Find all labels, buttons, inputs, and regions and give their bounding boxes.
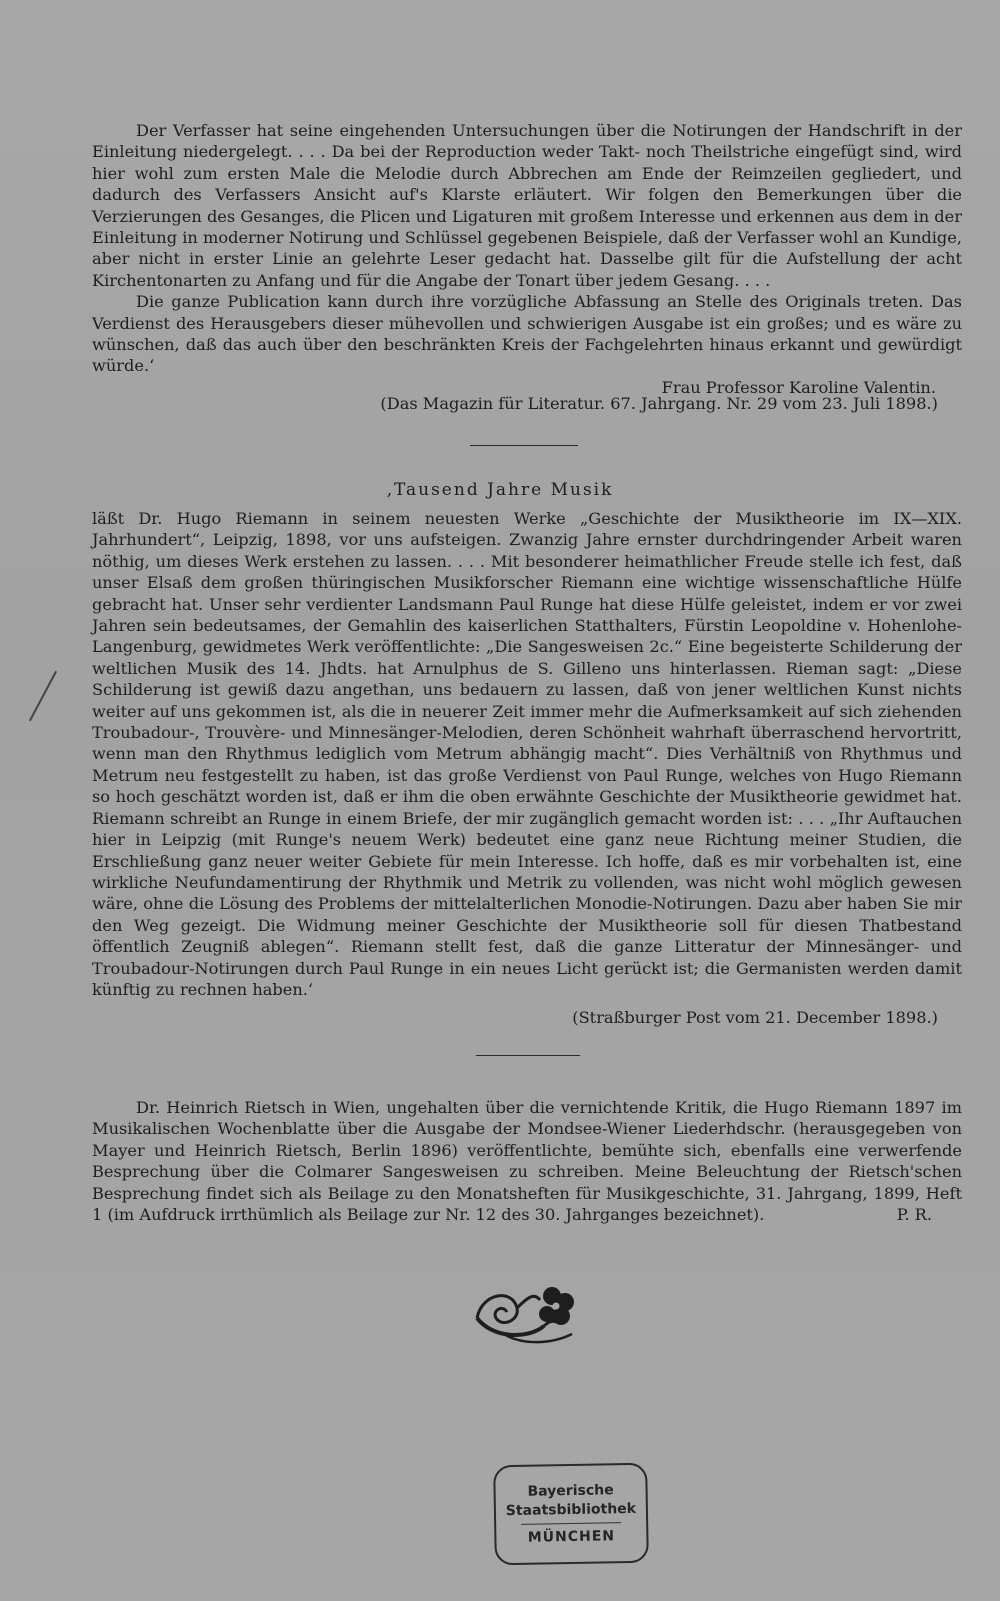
author-initials: P. R. (896, 1205, 932, 1225)
source-citation-1: (Das Magazin für Literatur. 67. Jahrgang. Nr. 29 vom 23. Juli 1898.) (380, 394, 938, 413)
reviewer-signature: Frau Professor Karoline Valentin. (661, 377, 936, 397)
review-strassburg (92, 508, 962, 1000)
section-divider-2 (476, 1055, 580, 1056)
note-rietsch (92, 1097, 962, 1226)
rietsch-body: Dr. Heinrich Rietsch in Wien, ungehalten über die vernichtende Kritik, die Hugo Riemann 1897 im Musikalischen Wochenblatte über die Ausgabe der Mondsee-Wiener Liederhdschr. (herausgegeben von Mayer und Heinrich Rietsch, Berlin 1896) veröffentlichte, bemühte sich, ebenfalls eine verwerfende Besprechung über die Colmarer Sangesweisen zu schreiben. Meine Beleuchtung der Rietsch'schen Besprechung findet sich als Beilage zu den Monatsheften für Musikgeschichte, 31. Jahrgang, 1899, Heft 1 (im Aufdruck irrthümlich als Beilage zur Nr. 12 des 30. Jahrganges bezeichnet). (92, 1098, 962, 1225)
article-heading: ‚Tausend Jahre Musik (386, 480, 614, 500)
review-paragraph-1: Der Verfasser hat seine eingehenden Untersuchungen über die Notirungen der Handschrift in der Einleitung niedergelegt. . . . Da bei der Reproduction weder Takt- noch Theilstriche eingefügt sind, wird hier wohl zum ersten Male die Melodie durch Abbrechen am Ende der Reimzeilen gegliedert, und dadurch des Verfassers Ansicht auf's Klarste erläutert. Wir folgen den Bemerkungen über die Verzierungen des Gesanges, die Plicen und Ligaturen mit großem Interesse und erkennen aus dem in der Einleitung in moderner Notirung und Schlüssel gegebenen Beispiele, daß der Verfasser wohl an Kundige, aber nicht in erster Linie an gelehrte Leser gedacht hat. Dasselbe gilt für die Aufstellung der acht Kirchentonarten zu Anfang und für die Angabe der Tonart über jedem Gesang. . . . (92, 121, 962, 290)
stamp-line-3: MÜNCHEN (527, 1527, 616, 1546)
source-citation-2: (Straßburger Post vom 21. December 1898.) (572, 1008, 938, 1027)
review-valentin (92, 120, 962, 398)
review-paragraph-2: Die ganze Publication kann durch ihre vorzügliche Abfassung an Stelle des Originals treten. Das Verdienst des Herausgebers dieser mühevollen und schwierigen Ausgabe ist ein großes; und es wäre zu wünschen, daß das auch über den beschränkten Kreis der Fachgelehrten hinaus erkannt und gewürdigt würde.‘ (92, 292, 962, 376)
margin-pencil-mark (29, 671, 57, 721)
strassburg-body: läßt Dr. Hugo Riemann in seinem neuesten Werke „Geschichte der Musiktheorie im IX—XIX. Jahrhundert“, Leipzig, 1898, vor uns aufsteigen. Zwanzig Jahre ernster durchdringender Arbeit waren nöthig, um dieses Werk erstehen zu lassen. . . . Mit besonderer heimathlicher Freude stelle ich fest, daß unser Elsaß dem großen thüringischen Musikforscher Riemann eine wichtige wissenschaftliche Hülfe gebracht hat. Unser sehr verdienter Landsmann Paul Runge hat diese Hülfe geleistet, indem er vor zwei Jahren sein bedeutsames, der Gemahlin des kaiserlichen Statthalters, Fürstin Leopoldine v. Hohenlohe-Langenburg, gewidmetes Werk veröffentlichte: „Die Sangesweisen 2c.“ Eine begeisterte Schilderung der weltlichen Musik des 14. Jhdts. hat Arnulphus de S. Gilleno uns hinterlassen. Rieman sagt: „Diese Schilderung ist gewiß dazu angethan, uns bedauern zu lassen, daß von jener weltlichen Kunst nichts weiter auf uns gekommen ist, als die in neuerer Zeit immer mehr die Aufmerksamkeit auf sich ziehenden Troubadour-, Trouvère- und Minnesänger-Melodien, deren Schönheit wahrhaft überraschend hervortritt, wenn man den Rhythmus lediglich vom Metrum abhängig macht“. Dies Verhältniß von Rhythmus und Metrum neu festgestellt zu haben, ist das große Verdienst von Paul Runge, welches von Hugo Riemann so hoch geschätzt worden ist, daß er ihm die oben erwähnte Geschichte der Musiktheorie gewidmet hat. Riemann schreibt an Runge in einem Briefe, der mir zugänglich gemacht worden ist: . . . „Ihr Auftauchen hier in Leipzig (mit Runge's neuem Werk) bedeutet eine ganz neue Richtung meiner Studien, die Erschließung ganz neuer weiter Gebiete für mein Interesse. Ich hoffe, daß es mir vorbehalten ist, eine wirkliche Neufundamentirung der Rhythmik und Metrik zu vollenden, was nicht wohl möglich gewesen wäre, ohne die Lösung des Problems der mittelalterlichen Monodie-Notirungen. Dazu aber haben Sie mir den Weg gezeigt. Die Widmung meiner Geschichte der Musiktheorie soll für diesen Thatbestand öffentlich Zeugniß ablegen“. Riemann stellt fest, daß die ganze Litteratur der Minnesänger- und Troubadour-Notirungen durch Paul Runge in ein neues Licht gerückt ist; die Germanisten werden damit künftig zu rechnen haben.‘ (92, 509, 962, 999)
floral-ornament-icon (472, 1278, 582, 1350)
stamp-divider (521, 1522, 621, 1525)
stamp-line-2: Staatsbibliothek (505, 1500, 637, 1519)
library-stamp (493, 1463, 649, 1566)
section-divider-1 (470, 445, 578, 446)
stamp-line-1: Bayerische (527, 1481, 614, 1500)
